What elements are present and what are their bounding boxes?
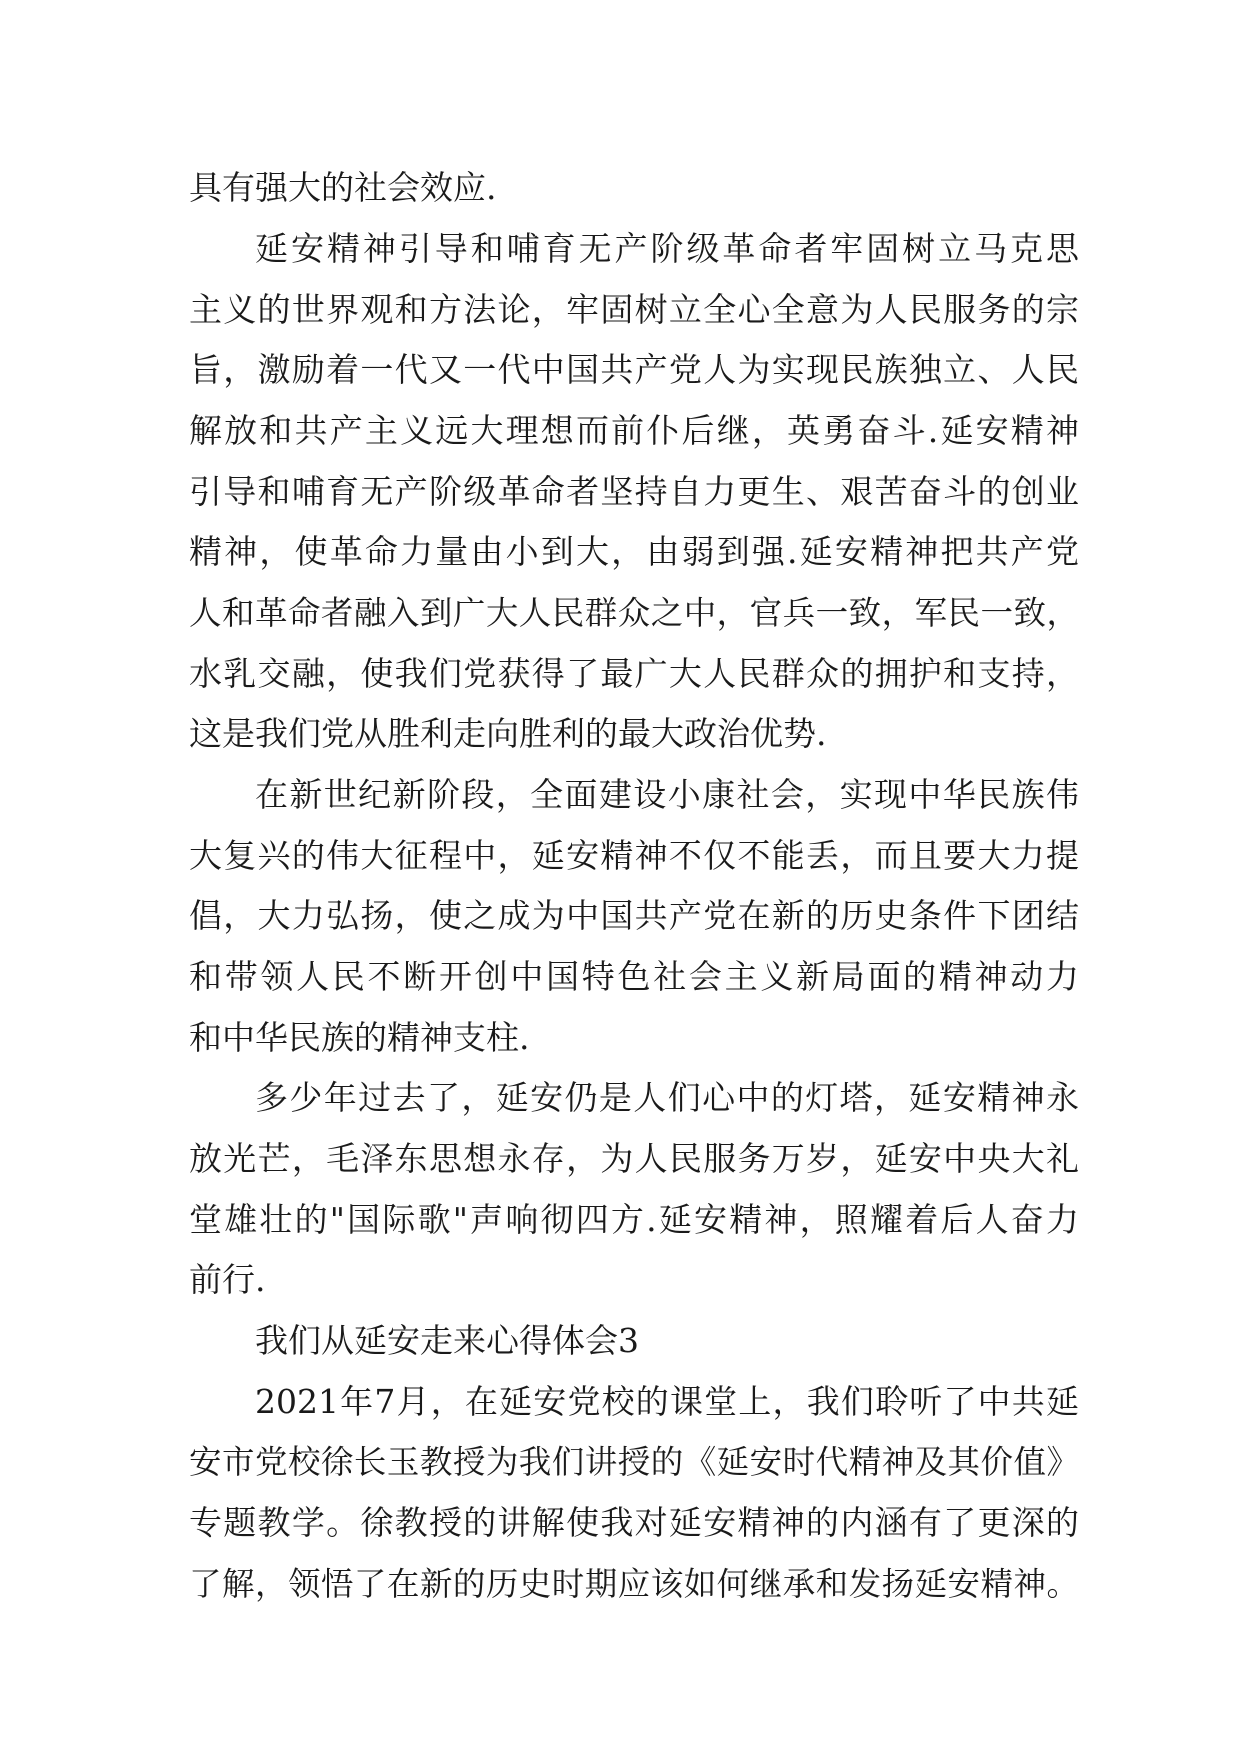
text-line: 专题教学。徐教授的讲解使我对延安精神的内涵有了更深的 — [189, 1503, 1079, 1542]
text-line: 大复兴的伟大征程中，延安精神不仅不能丢，而且要大力提 — [189, 836, 1079, 875]
text-line: 旨，激励着一代又一代中国共产党人为实现民族独立、人民 — [189, 350, 1079, 389]
paragraph-first-line: 多少年过去了，延安仍是人们心中的灯塔，延安精神永 — [255, 1078, 1079, 1117]
text-line: 了解，领悟了在新的历史时期应该如何继承和发扬延安精神。 — [189, 1565, 1079, 1603]
paragraph-first-line: 在新世纪新阶段，全面建设小康社会，实现中华民族伟 — [255, 775, 1079, 814]
text-line: 水乳交融，使我们党获得了最广大人民群众的拥护和支持， — [189, 654, 1079, 693]
text-line: 倡，大力弘扬，使之成为中国共产党在新的历史条件下团结 — [189, 896, 1079, 935]
text-line: 安市党校徐长玉教授为我们讲授的《延安时代精神及其价值》 — [189, 1443, 1079, 1481]
paragraph-first-line: 延安精神引导和哺育无产阶级革命者牢固树立马克思 — [255, 229, 1079, 268]
text-line: 放光芒，毛泽东思想永存，为人民服务万岁，延安中央大礼 — [189, 1139, 1079, 1178]
paragraph-first-line: 2021年7月，在延安党校的课堂上，我们聆听了中共延 — [255, 1382, 1079, 1421]
text-line: 主义的世界观和方法论，牢固树立全心全意为人民服务的宗 — [189, 290, 1079, 329]
text-line: 精神，使革命力量由小到大，由弱到强.延安精神把共产党 — [189, 532, 1079, 571]
text-line: 这是我们党从胜利走向胜利的最大政治优势. — [189, 714, 827, 753]
text-line: 堂雄壮的"国际歌"声响彻四方.延安精神，照耀着后人奋力 — [189, 1200, 1079, 1239]
text-line: 和带领人民不断开创中国特色社会主义新局面的精神动力 — [189, 957, 1079, 996]
text-line: 引导和哺育无产阶级革命者坚持自力更生、艰苦奋斗的创业 — [189, 472, 1079, 511]
text-line: 和中华民族的精神支柱. — [189, 1018, 530, 1057]
text-line: 前行. — [189, 1260, 266, 1299]
text-line: 具有强大的社会效应. — [189, 168, 497, 207]
text-line: 解放和共产主义远大理想而前仆后继，英勇奋斗.延安精神 — [189, 411, 1079, 450]
section-heading: 我们从延安走来心得体会3 — [255, 1321, 639, 1360]
text-line: 人和革命者融入到广大人民群众之中，官兵一致，军民一致， — [189, 594, 1079, 632]
